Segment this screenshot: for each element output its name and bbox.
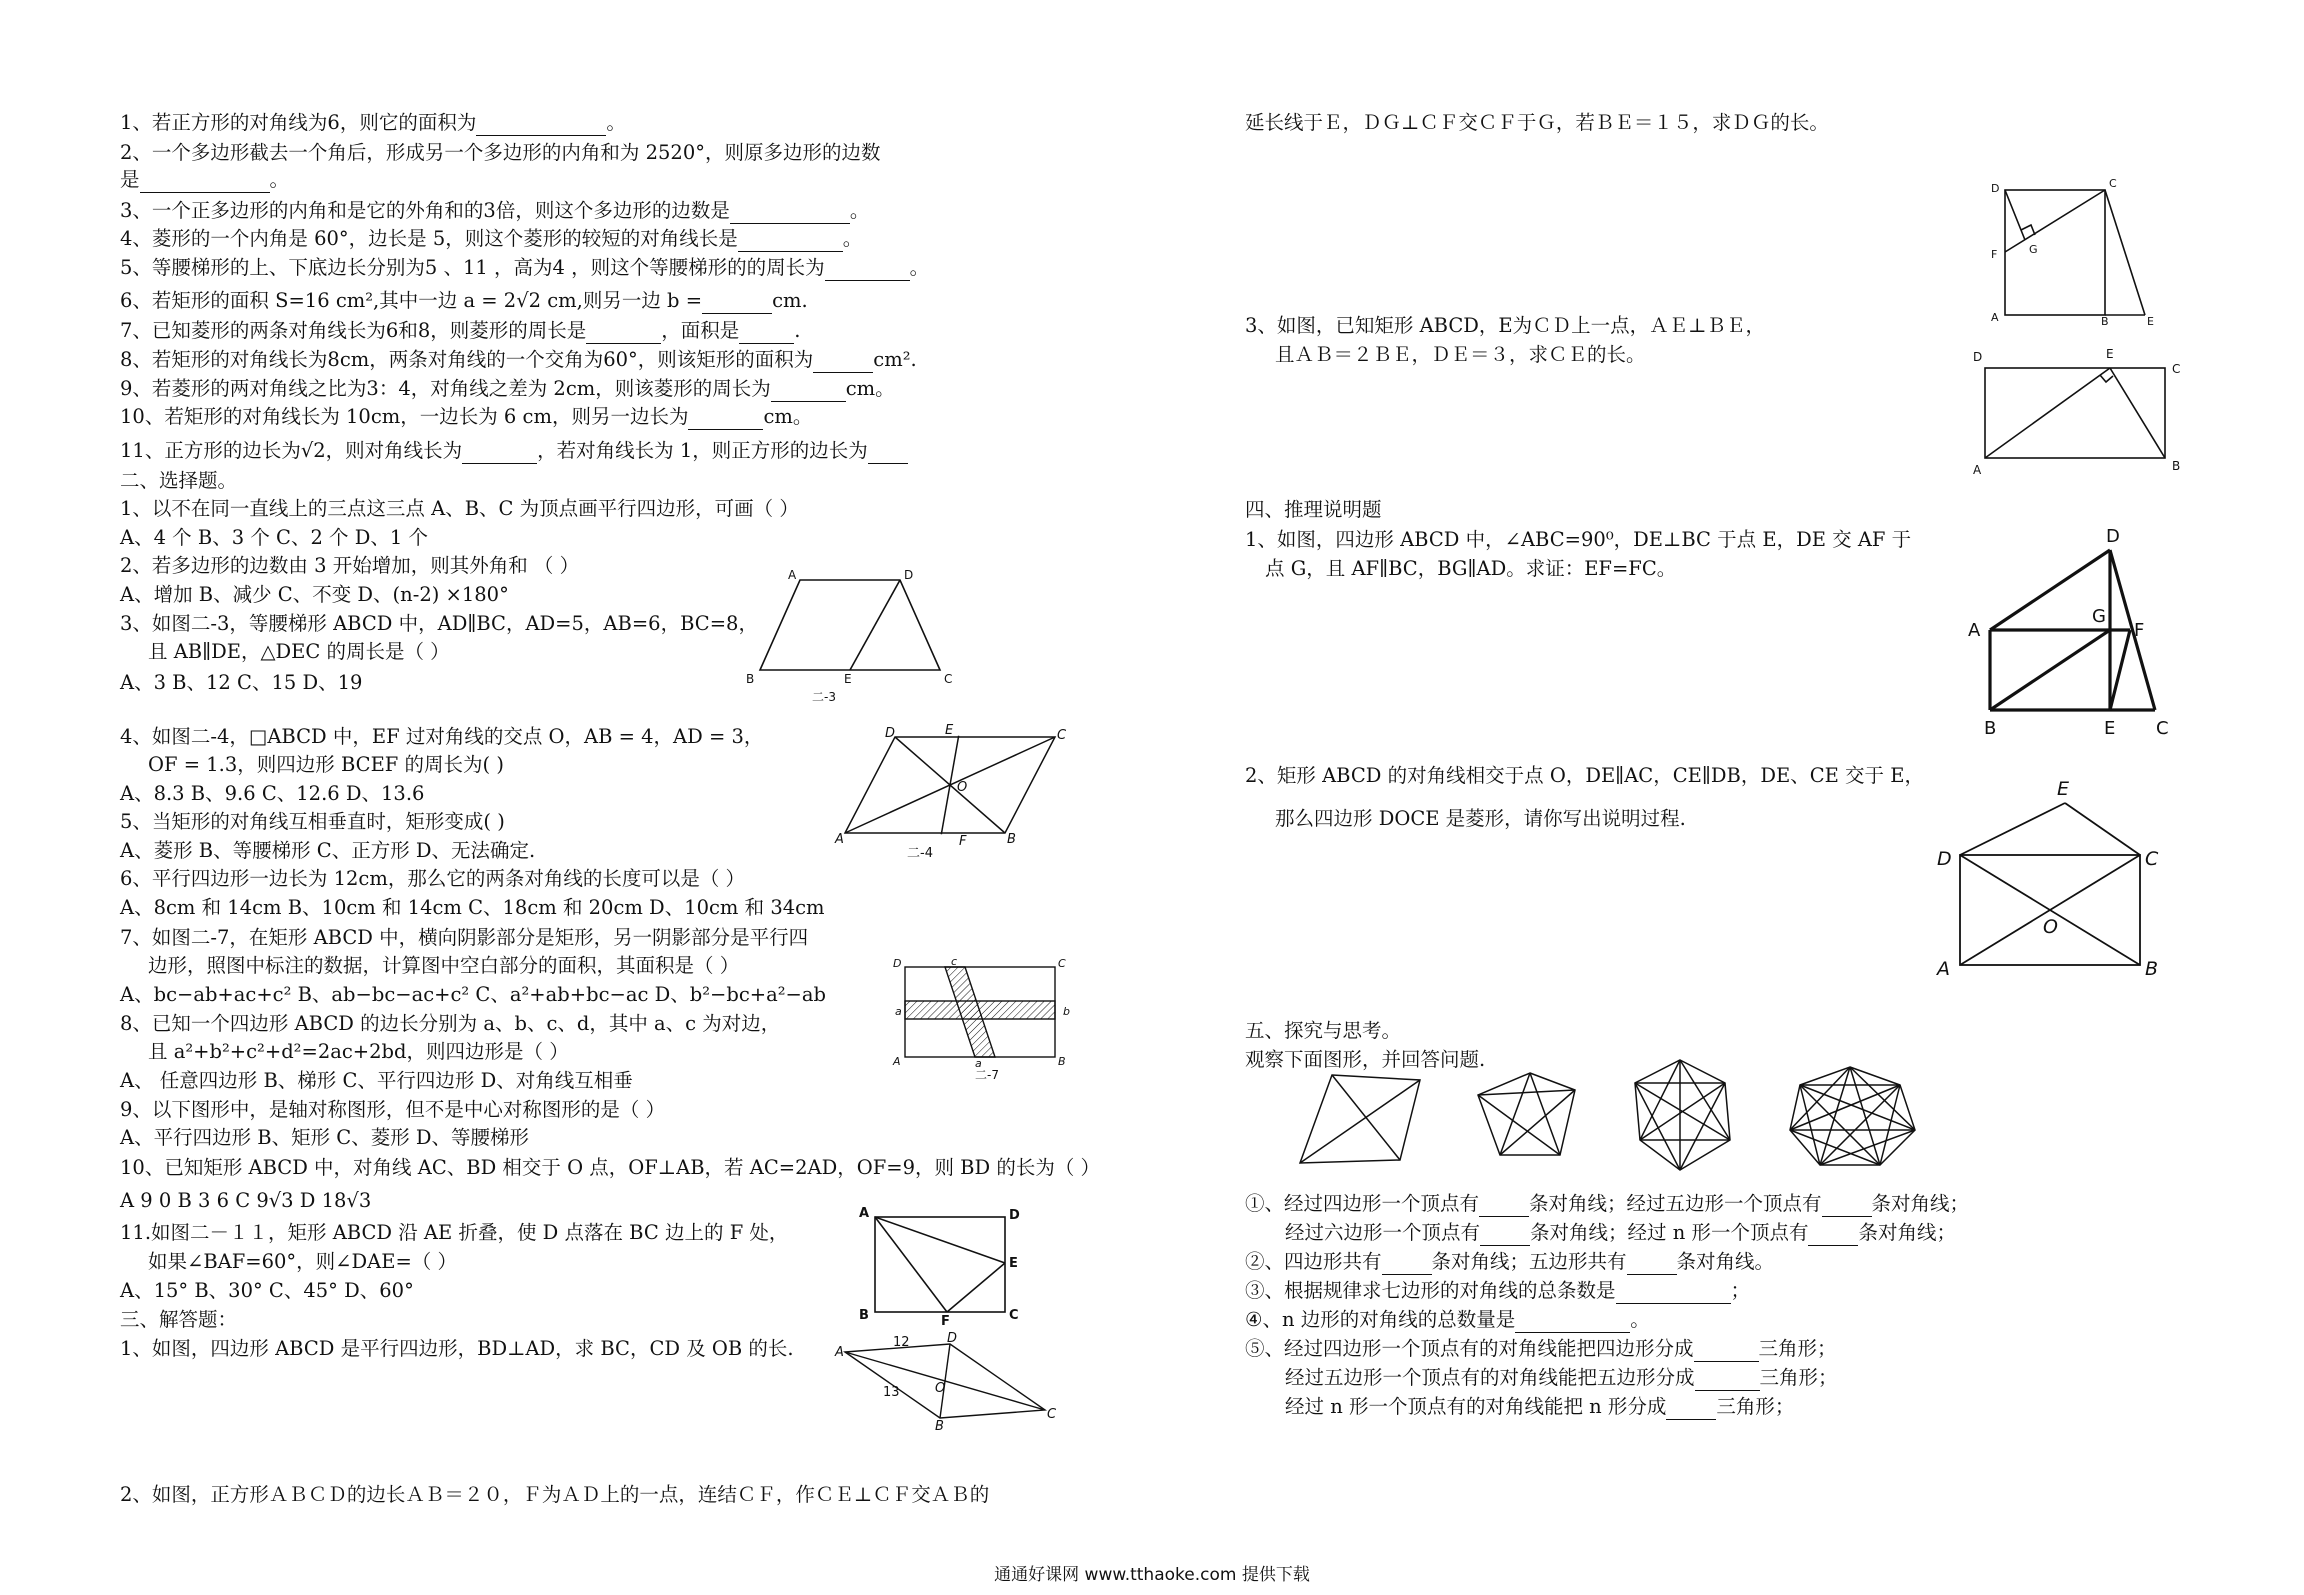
choice-10: 10、已知矩形 ABCD 中，对角线 AC、BD 相交于 O 点，OF⊥AB，若 AC=2AD，OF=9，则 BD 的长为（ ） [120,1156,1101,1179]
answer-blank[interactable] [1694,1341,1759,1362]
choice-11: 11.如图二－１１，矩形 ABCD 沿 AE 折叠，使 D 点落在 BC 边上的 F 处， [120,1221,789,1244]
answer-blank[interactable] [1479,1196,1529,1217]
choice-3-cont: 且 AB∥DE，△DEC 的周长是（ ） [148,640,450,663]
answer-blank[interactable] [1695,1370,1760,1391]
q4-fill: 4、菱形的一个内角是 60°，边长是 5，则这个菱形的较短的对角线长是 。 [120,227,863,250]
explore-q1-cont: 经过六边形一个顶点有 条对角线；经过 n 形一个顶点有 条对角线； [1285,1221,1956,1244]
label-G: G [2029,243,2038,256]
figure-rectangle-3 [1960,340,2190,480]
section-5-heading: 五、探究与思考。 [1245,1019,1402,1042]
label-E: E [2057,778,2070,800]
explore-q1: ①、经过四边形一个顶点有 条对角线；经过五边形一个顶点有 条对角线； [1245,1192,1970,1215]
pentagon-shape [1478,1073,1575,1155]
answer-blank[interactable] [1808,1225,1858,1246]
answer-3: 3、如图，已知矩形 ABCD，E为ＣＤ上一点，ＡＥ⊥ＢＥ， [1245,314,1766,337]
choice-8-cont: 且 a²+b²+c²+d²=2ac+2bd，则四边形是（ ） [148,1040,569,1063]
figure-square [1985,175,2175,335]
explore-q5-cont: 经过五边形一个顶点有的对角线能把五边形分成 三角形； [1285,1366,1838,1389]
label-C: C [1058,957,1066,970]
choice-4-options: A、8.3 B、9.6 C、12.6 D、13.6 [120,782,425,805]
answer-blank[interactable] [688,409,763,430]
label-a: a [895,1005,902,1018]
choice-3: 3、如图二-3，等腰梯形 ABCD 中，AD∥BC，AD=5，AB=6，BC=8， [120,612,758,635]
label-D: D [885,726,896,741]
q1-fill: 1、若正方形的对角线为6，则它的面积为 。 [120,111,626,134]
label-E: E [2106,347,2114,361]
answer-blank[interactable] [1616,1283,1731,1304]
answer-blank[interactable] [738,231,843,252]
label-D: D [1973,350,1983,364]
label-D: D [947,1331,958,1346]
label-D: D [1009,1208,1020,1223]
q2-cont: 是 。 [120,168,290,191]
label-b: b [1063,1005,1070,1018]
section-2-heading: 二、选择题。 [120,469,238,492]
label-A: A [1973,463,1982,477]
choice-9-options: A、平行四边形 B、矩形 C、菱形 D、等腰梯形 [120,1126,530,1149]
choice-4: 4、如图二-4，□ABCD 中，EF 过对角线的交点 O，AB = 4，AD = 3， [120,725,764,748]
choice-5: 5、当矩形的对角线互相垂直时，矩形变成( ) [120,810,505,833]
label-D: D [893,957,902,970]
label-E: E [945,723,954,738]
section-3-heading: 三、解答题： [120,1308,238,1331]
label-B: B [746,672,755,686]
choice-7-options: A、bc−ab+ac+c² B、ab−bc−ac+c² C、a²+ab+bc−ac D、b²−bc+a²−ab [120,983,826,1006]
figure-caption: 二-7 [975,1068,999,1082]
answer-2: 2、如图，正方形ＡＢＣＤ的边长ＡＢ＝２０，Ｆ为ＡＤ上的一点，连结ＣＦ，作ＣＥ⊥ＣＦ交ＡＢ的 [120,1483,990,1506]
explore-q5: ⑤、经过四边形一个顶点有的对角线能把四边形分成 三角形； [1245,1337,1837,1360]
label-F: F [941,1314,950,1329]
answer-blank[interactable] [771,381,846,402]
label-E: E [844,672,852,686]
answer-blank[interactable] [813,352,873,373]
choice-7: 7、如图二-7，在矩形 ABCD 中，横向阴影部分是矩形，另一阴影部分是平行四 [120,926,809,949]
label-A: A [835,1345,844,1360]
label-F: F [1991,248,1998,261]
figure-caption: 二-4 [907,846,933,861]
label-C: C [1009,1308,1019,1323]
label-C: C [2156,718,2169,739]
choice-1-options: A、4 个 B、3 个 C、2 个 D、1 个 [120,526,428,549]
label-B: B [859,1308,869,1323]
answer-blank[interactable] [140,172,270,193]
answer-3-cont: 且ＡＢ＝２ＢＥ，ＤＥ＝３，求ＣＥ的长。 [1275,343,1646,366]
label-D: D [1937,848,1952,870]
answer-blank[interactable] [476,115,606,136]
label-B: B [2101,315,2109,328]
figure-rectangle-11 [855,1205,1025,1329]
answer-blank[interactable] [1627,1254,1677,1275]
explore-q4: ④、n 边形的对角线的总数量是 。 [1245,1308,1650,1331]
label-F: F [959,834,967,849]
label-G: G [2092,606,2106,627]
page-footer: 通通好课网 www.tthaoke.com 提供下载 [994,1565,1310,1585]
label-c: c [951,955,958,968]
label-B: B [1007,832,1016,847]
label-D: D [1991,182,2000,195]
label-C: C [1057,728,1067,743]
q6-fill: 6、若矩形的面积 S=16 cm²,其中一边 a = 2√2 cm,则另一边 b = cm. [120,289,808,312]
answer-2-cont: 延长线于Ｅ，ＤＧ⊥ＣＦ交ＣＦ于Ｇ，若ＢＥ＝１５，求ＤＧ的长。 [1245,111,1829,134]
hexagon-shape [1635,1060,1730,1170]
q5-fill: 5、等腰梯形的上、下底边长分别为5 、11 ，高为4 ，则这个等腰梯形的的周长为 。 [120,256,930,279]
choice-10-options: A 9 0 B 3 6 C 9√3 D 18√3 [120,1189,372,1212]
answer-blank[interactable] [1515,1312,1630,1333]
label-C: C [1047,1407,1057,1422]
proof-1: 1、如图，四边形 ABCD 中，∠ABC=90⁰，DE⊥BC 于点 E，DE 交 AF 于 [1245,528,1912,551]
answer-blank[interactable] [1480,1225,1530,1246]
label-B: B [935,1419,944,1434]
figure-parallelogram-4 [835,725,1075,860]
q2-text: 2、一个多边形截去一个角后，形成另一个多边形的内角和为 2520°，则原多边形的边数 [120,141,881,164]
choice-8: 8、已知一个四边形 ABCD 的边长分别为 a、b、c、d，其中 a、c 为对边， [120,1012,781,1035]
label-O: O [2043,916,2058,938]
q11-fill: 11、正方形的边长为√2，则对角线长为 ，若对角线长为 1，则正方形的边长为 [120,438,908,464]
choice-5-options: A、菱形 B、等腰梯形 C、正方形 D、无法确定. [120,839,536,862]
label-D: D [2106,526,2120,547]
label-A: A [893,1055,901,1068]
label-12: 12 [893,1335,910,1350]
figure-caption: 二-3 [812,690,836,704]
explore-q2: ②、四边形共有 条对角线；五边形共有 条对角线。 [1245,1250,1775,1273]
choice-6: 6、平行四边形一边长为 12cm，那么它的两条对角线的长度可以是（ ） [120,867,746,890]
figure-rhombus [1925,775,2185,980]
label-C: C [944,672,953,686]
proof-2-cont: 那么四边形 DOCE 是菱形，请你写出说明过程. [1275,807,1686,830]
choice-11-cont: 如果∠BAF=60°，则∠DAE=（ ） [148,1250,458,1273]
answer-blank[interactable] [1382,1254,1432,1275]
label-C: C [2145,848,2159,870]
q7-fill: 7、已知菱形的两条对角线长为6和8，则菱形的周长是 ，面积是 . [120,319,801,342]
explore-intro: 观察下面图形，并回答问题. [1245,1048,1486,1071]
choice-3-options: A、3 B、12 C、15 D、19 [120,671,363,694]
label-C: C [2109,177,2117,190]
answer-blank[interactable] [1822,1196,1872,1217]
label-A: A [1937,958,1950,980]
label-B: B [1058,1055,1066,1068]
label-F: F [2134,620,2145,641]
label-a-bottom: a [975,1057,982,1070]
label-B: B [2172,459,2181,473]
answer-blank[interactable] [702,293,772,314]
answer-blank[interactable] [739,323,794,344]
label-A: A [788,568,797,582]
section-4-heading: 四、推理说明题 [1245,498,1382,521]
choice-2: 2、若多边形的边数由 3 开始增加，则其外角和 （ ） [120,554,580,577]
figure-rectangle-7 [885,955,1085,1080]
label-E: E [2104,718,2116,739]
figure-parallelogram-a1 [835,1330,1070,1434]
figure-quadrilateral [1960,520,2185,745]
label-B: B [2145,958,2159,980]
choice-7-cont: 边形，照图中标注的数据，计算图中空白部分的面积，其面积是（ ） [148,954,740,977]
figure-polygon-series [1290,1055,1970,1180]
label-E: E [1009,1256,1018,1271]
q1-text: 1、若正方形的对角线为6，则它的面积为 [120,111,477,134]
choice-11-options: A、15° B、30° C、45° D、60° [120,1279,414,1302]
figure-trapezoid [740,565,960,705]
label-A: A [1991,311,1999,324]
answer-blank[interactable] [462,443,537,464]
label-B: B [1984,718,1997,739]
q10-fill: 10、若矩形的对角线长为 10cm，一边长为 6 cm，则另一边长为 cm。 [120,405,813,428]
choice-4-cont: OF = 1.3，则四边形 BCEF 的周长为( ) [148,753,504,776]
explore-q5-cont2: 经过 n 形一个顶点有的对角线能把 n 形分成 三角形； [1285,1395,1795,1418]
label-A: A [859,1206,870,1221]
choice-8-options: A、 任意四边形 B、梯形 C、平行四边形 D、对角线互相垂 [120,1069,633,1092]
answer-1: 1、如图，四边形 ABCD 是平行四边形，BD⊥AD，求 BC，CD 及 OB 的长. [120,1337,794,1360]
q9-fill: 9、若菱形的两对角线之比为3：4，对角线之差为 2cm，则该菱形的周长为 cm。 [120,377,895,400]
label-O: O [957,780,968,795]
label-D: D [904,568,914,582]
label-O: O [935,1381,946,1396]
proof-1-cont: 点 G，且 AF∥BC，BG∥AD。求证：EF=FC。 [1265,557,1677,580]
label-A: A [835,832,844,847]
choice-1: 1、以不在同一直线上的三点这三点 A、B、C 为顶点画平行四边形，可画（ ） [120,497,799,520]
choice-6-options: A、8cm 和 14cm B、10cm 和 14cm C、18cm 和 20cm D、10cm 和 34cm [120,896,825,919]
choice-9: 9、以下图形中，是轴对称图形，但不是中心对称图形的是（ ） [120,1098,666,1121]
answer-blank[interactable] [1666,1399,1716,1420]
choice-2-options: A、增加 B、减少 C、不变 D、(n-2) ×180° [120,583,509,606]
label-13: 13 [883,1385,900,1400]
q8-fill: 8、若矩形的对角线长为8cm，两条对角线的一个交角为60°，则该矩形的面积为 cm². [120,348,917,371]
answer-blank[interactable] [586,323,661,344]
heptagon-shape [1790,1067,1915,1165]
label-A: A [1968,620,1981,641]
answer-blank[interactable] [868,443,908,464]
answer-blank[interactable] [825,260,910,281]
answer-blank[interactable] [730,203,850,224]
label-C: C [2172,362,2181,376]
label-E: E [2147,315,2154,328]
explore-q3: ③、根据规律求七边形的对角线的总条数是 ； [1245,1279,1751,1302]
proof-2: 2、矩形 ABCD 的对角线相交于点 O，DE∥AC，CE∥DB，DE、CE 交于 E， [1245,764,1924,787]
q3-fill: 3、一个正多边形的内角和是它的外角和的3倍，则这个多边形的边数是 。 [120,199,870,222]
